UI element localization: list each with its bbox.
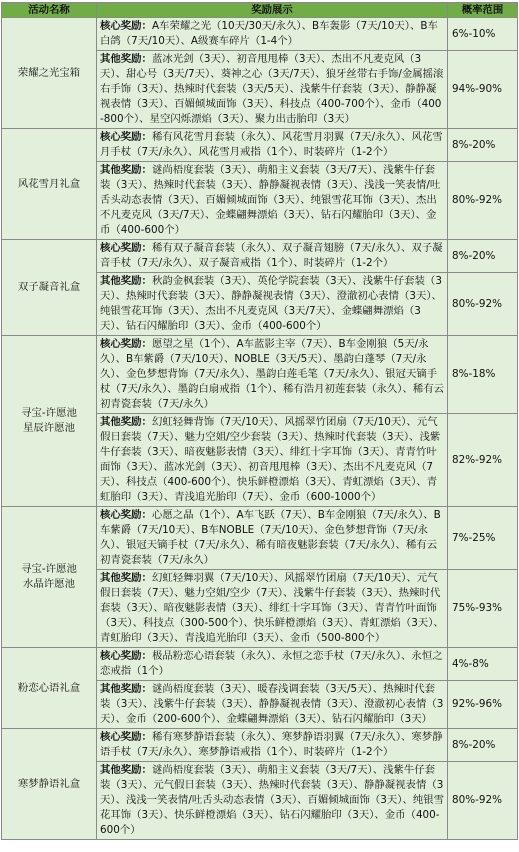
core-reward-text: 极品粉恋心语套装（永久）、永恒之恋手杖（7天/永久）、永恒之恋戒指（1个） <box>100 650 443 677</box>
other-reward-text: 幻虹轻舞羽翼（7天/10天）、风摇翠竹团扇（7天/10天）、元气假日套装（7天）、魅力空姐/空少（7天）、浅紫牛仔套装（3天）、热辣时代套装（3天）、暗夜魅影表情（3天）、绯红十字耳饰（3天）、青青竹叶面饰（3天）、科技点（300-500个）、快乐鲜橙漂焰（3天）、青虹漂焰（3天）、青虹胎印（3天）、青浅追光胎印（3天）、金币（500-800个） <box>100 572 444 644</box>
table-row <box>2 507 518 570</box>
other-reward-cell <box>97 414 448 507</box>
other-probability-cell: 80%-92% <box>448 162 518 240</box>
activity-name-line: 风花雪月礼盒 <box>17 177 81 190</box>
other-reward-text: 蓝冰光剑（3天）、初音甩甩棒（3天）、杰出不凡麦克风（3天）、甜心号（3天/7天）、葵神之心（3天/7天）、狼牙丝带右手饰/金属摇滚右手饰（3天）、热辣时代套装（3天/5天）、浅紫牛仔套装（3天）、静静凝视表情（3天）、百媚倾城面饰（3天）、科技点（400-700个）、金币（400-800个）、星空闪烁漂焰（3天）、聚力出击胎印（3天） <box>100 53 444 125</box>
other-reward-text: 秋韵金枫套装（3天）、英伦学院套装（3天）、浅紫牛仔套装（3天）、热辣时代套装（3天）、静静凝视表情（3天）、澄澈初心表情（3天）、纯银雪花耳饰（3天）、杰出不凡麦克风（3天/7天）、金蝶翩舞漂焰（3天）、钻石闪耀胎印（3天）、金币（400-600个） <box>100 275 442 332</box>
core-reward-text: 愿望之星（1个）、A车蓝影主宰（7天）、B车金刚狼（5天/永久）、B车紫爵（7天/10天）、NOBLE（3天/5天）、墨韵白蓬琴（7天/永久）、金色梦想背饰（7天/永久）、墨韵白莲毛笔（7天/永久）、银冠天镝手杖（7天/永久）、墨韵白扇戒指（1个）、稀有浩月初莲套装（永久）、稀有云初青瓷套装（7天/永久） <box>100 338 445 410</box>
core-reward-label: 核心奖励： <box>100 131 152 143</box>
other-probability-cell: 94%-90% <box>448 51 518 129</box>
other-reward-label: 其他奖励： <box>100 275 152 287</box>
other-probability-cell: 82%-92% <box>448 414 518 507</box>
other-reward-cell <box>97 762 448 840</box>
other-reward-label: 其他奖励： <box>100 164 152 176</box>
other-reward-text: 幻虹轻舞背饰（7天/10天）、风摇翠竹团扇（7天/10天）、元气假日套装（7天）、魅力空姐/空少套装（3天）、热辣时代套装（3天）、浅紫牛仔套装（3天）、暗夜魅影表情（3天）、绯红十字耳饰（3天）、青青竹叶面饰（3天）、蓝冰光剑（3天）、初音甩甩棒（3天）、杰出不凡麦克风（7天）、科技点（400-600个）、快乐鲜橙漂焰（3天）、青虹漂焰（3天）、青虹胎印（3天）、青浅追光胎印（7天）、金币（600-1000个） <box>100 416 441 503</box>
core-reward-cell <box>97 18 448 51</box>
core-probability-cell: 4%-8% <box>448 648 518 681</box>
other-reward-label: 其他奖励： <box>100 53 152 65</box>
table-row <box>2 18 518 51</box>
other-reward-cell <box>97 162 448 240</box>
other-reward-cell <box>97 273 448 336</box>
core-reward-cell <box>97 729 448 762</box>
activity-name-line: 双子凝音礼盒 <box>17 281 81 293</box>
activity-name-cell <box>2 240 97 336</box>
activity-name-cell <box>2 729 97 840</box>
other-reward-text: 谜尚梧度套装（3天）、萌船主义套装（3天/7天）、浅紫牛仔套装（3天）、元气假日套装（3天）、热辣时代套装（3天）、静静凝视表情（3天）、浅浅一笑表情/吐舌头动态表情（3天）、百媚倾城面饰（3天）、纯银雪花耳饰（3天）、快乐鲜橙漂焰（3天）、钻石闪耀胎印（3天）、金币（400-600个） <box>100 764 445 836</box>
activity-name-line: 水晶许愿池 <box>23 578 75 590</box>
core-reward-cell <box>97 240 448 273</box>
other-reward-text: 谜尚梧度套装（3天）、萌船主义套装（3天/7天）、浅紫牛仔套装（3天）、热辣时代套装（3天）、静静凝视表情（3天）、浅浅一笑表情/吐舌头动态表情（3天）、百媚倾城面饰（3天）、纯银雪花耳饰（3天）、杰出不凡麦克风（3天/7天）、金蝶翩舞漂焰（3天）、钻石闪耀胎印（3天）、金币（400-600个） <box>100 164 441 236</box>
core-reward-cell <box>97 507 448 570</box>
other-reward-label: 其他奖励： <box>100 572 152 584</box>
table-row <box>2 729 518 762</box>
core-probability-cell: 8%-20% <box>448 129 518 162</box>
core-reward-text: 稀有风花雪月套装（永久）、风花雪月羽翼（7天/永久）、风花雪月手杖（7天/永久）、风花雪月戒指（1个）、时装碎片（1-2个） <box>100 131 443 158</box>
other-reward-cell <box>97 51 448 129</box>
core-reward-cell <box>97 336 448 414</box>
core-reward-cell <box>97 648 448 681</box>
header-reward-display: 奖励展示 <box>97 3 448 18</box>
core-reward-text: 稀有寒梦静语套装（永久）、寒梦静语羽翼（7天/永久）、寒梦静语手杖（7天/永久）、寒梦静语戒指（1个）、时装碎片（1-2个） <box>100 731 443 758</box>
activity-name-line: 寻宝-许愿池 <box>21 407 77 419</box>
header-row <box>2 3 518 18</box>
table-row <box>2 129 518 162</box>
other-reward-label: 其他奖励： <box>100 764 152 776</box>
other-reward-label: 其他奖励： <box>100 683 152 695</box>
activity-name-cell <box>2 129 97 240</box>
core-reward-text: A车荣耀之光（10天/30天/永久）、B车轰影（7天/10天）、B车白鸽（7天/10天）、A级赛车碎片（1-4个） <box>100 20 438 47</box>
table-row <box>2 648 518 681</box>
activity-name-cell <box>2 18 97 129</box>
activity-name-cell <box>2 507 97 648</box>
core-probability-cell: 8%-18% <box>448 336 518 414</box>
core-reward-label: 核心奖励： <box>100 650 152 662</box>
other-probability-cell: 80%-92% <box>448 273 518 336</box>
other-reward-text: 谜尚梧度套装（3天）、暖春浅调套装（3天/5天）、热辣时代套装（3天）、浅紫牛仔套装（3天）、静静凝视表情（3天）、澄澈初心表情（3天）、金币（200-600个）、金蝶翩舞漂焰（3天）、钻石闪耀胎印（3天） <box>100 683 444 725</box>
core-reward-cell <box>97 129 448 162</box>
other-reward-label: 其他奖励： <box>100 416 152 428</box>
activity-name-line: 寒梦静语礼盒 <box>17 777 81 790</box>
activity-name-line: 寻宝-许愿池 <box>21 563 77 575</box>
activity-name-cell <box>2 336 97 507</box>
core-probability-cell: 8%-20% <box>448 240 518 273</box>
table-row <box>2 336 518 414</box>
other-probability-cell: 75%-93% <box>448 570 518 648</box>
core-reward-text: 心愿之晶（1个）、A车飞跃（7天）、B车金刚狼（7天/永久）、B车紫爵（7天/10天）、B车NOBLE（7天/10天）、金色梦想背饰（7天/永久）、银冠天镝手杖（7天/永久）、稀有暗夜魅影套装（7天/永久）、稀有云初青瓷套装（7天/永久） <box>100 509 441 566</box>
other-reward-cell <box>97 681 448 729</box>
table-body <box>2 18 518 840</box>
header-activity-name: 活动名称 <box>2 3 97 18</box>
core-reward-label: 核心奖励： <box>100 509 152 521</box>
core-probability-cell: 8%-20% <box>448 729 518 762</box>
activity-name-line: 粉恋心语礼盒 <box>17 681 81 694</box>
activity-name-cell <box>2 648 97 729</box>
core-reward-label: 核心奖励： <box>100 242 152 254</box>
core-reward-text: 稀有双子凝音套装（永久）、双子凝音翅膀（7天/永久）、双子凝音手杖（7天/永久）、双子凝音戒指（1个）、时装碎片（1-2个） <box>100 242 443 269</box>
activity-name-line: 星辰许愿池 <box>23 422 75 434</box>
other-probability-cell: 92%-96% <box>448 681 518 729</box>
reward-table <box>1 2 518 840</box>
core-reward-label: 核心奖励： <box>100 731 152 743</box>
reward-table-wrapper <box>1 2 517 840</box>
other-reward-cell <box>97 570 448 648</box>
other-probability-cell: 80%-92% <box>448 762 518 840</box>
table-row <box>2 240 518 273</box>
core-probability-cell: 7%-25% <box>448 507 518 570</box>
core-reward-label: 核心奖励： <box>100 20 152 32</box>
header-probability-range: 概率范围 <box>448 3 518 18</box>
core-reward-label: 核心奖励： <box>100 338 152 350</box>
activity-name-line: 荣耀之光宝箱 <box>17 66 81 79</box>
core-probability-cell: 6%-10% <box>448 18 518 51</box>
